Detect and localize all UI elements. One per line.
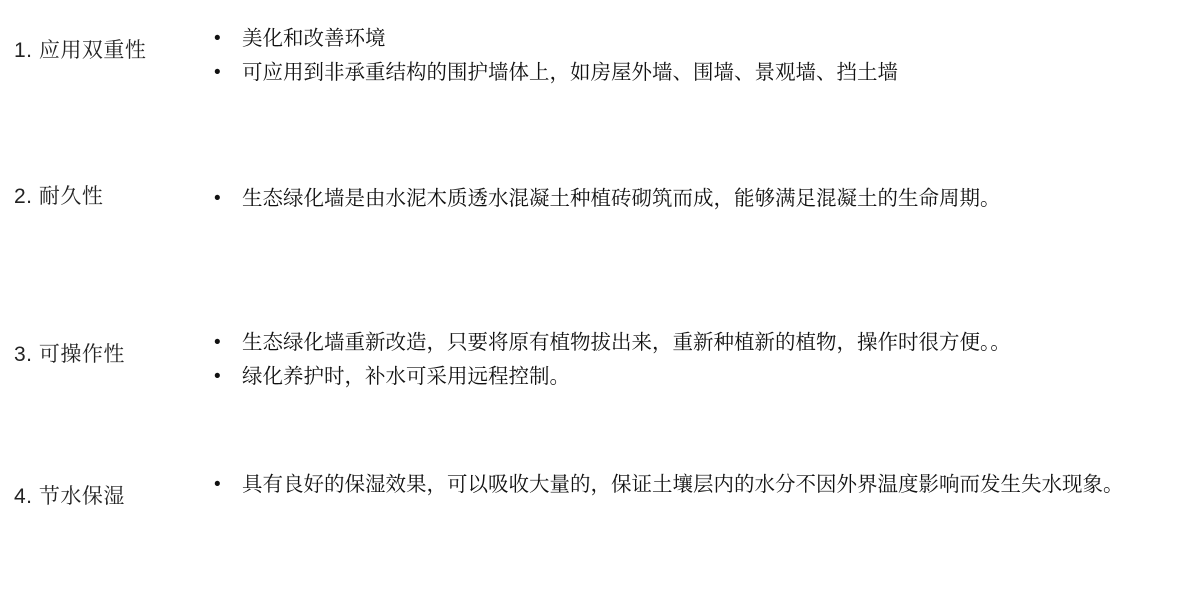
list-item-text: 可应用到非承重结构的围护墙体上，如房屋外墙、围墙、景观墙、挡土墙 <box>242 61 898 84</box>
section-content <box>196 468 1200 502</box>
bullet-icon: • <box>214 332 221 353</box>
section-row <box>0 22 1200 90</box>
section-row <box>0 182 1200 216</box>
list-item <box>196 360 1200 394</box>
list-item-text: 美化和改善环境 <box>242 27 386 50</box>
section-label: 4. 节水保湿 <box>14 485 125 508</box>
list-item-text: 具有良好的保湿效果，可以吸收大量的，保证土壤层内的水分不因外界温度影响而发生失水现象。 <box>242 473 1124 496</box>
section-label: 3. 可操作性 <box>14 343 125 366</box>
list-item <box>196 56 1200 90</box>
list-item-text: 生态绿化墙是由水泥木质透水混凝土种植砖砌筑而成，能够满足混凝土的生命周期。 <box>242 187 1001 210</box>
bullet-icon: • <box>214 62 221 83</box>
list-item-text: 生态绿化墙重新改造，只要将原有植物拔出来，重新种植新的植物，操作时很方便。。 <box>242 331 1011 354</box>
section-row <box>0 468 1200 512</box>
list-item <box>196 326 1200 360</box>
section-content <box>196 22 1200 90</box>
bullet-icon: • <box>214 188 221 209</box>
bullet-icon: • <box>214 28 221 49</box>
bullet-icon: • <box>214 366 221 387</box>
list-item-text: 绿化养护时，补水可采用远程控制。 <box>242 365 570 388</box>
bullet-icon: • <box>214 474 221 495</box>
list-item <box>196 182 1200 216</box>
section-content <box>196 182 1200 216</box>
section-label: 2. 耐久性 <box>14 185 104 208</box>
section-label: 1. 应用双重性 <box>14 39 147 62</box>
section-content <box>196 326 1200 394</box>
list-item <box>196 468 1200 502</box>
section-row <box>0 326 1200 394</box>
list-item <box>196 22 1200 56</box>
